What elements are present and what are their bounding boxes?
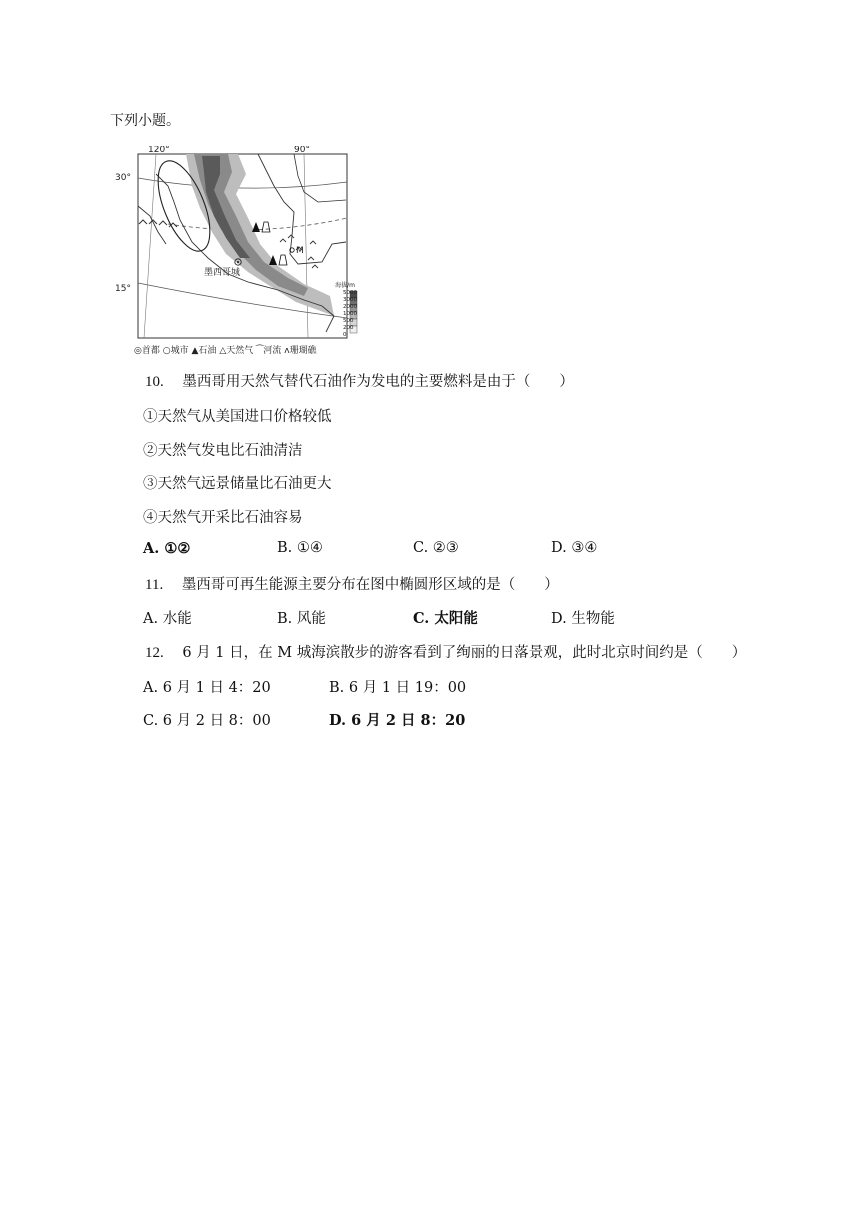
legend-coral: 珊瑚礁 (289, 346, 317, 356)
legend-city: 城市 (170, 346, 189, 356)
statement-1: ①天然气从美国进口价格较低 (143, 409, 332, 425)
elev-3000: 3000 (343, 297, 357, 303)
question-stem: 墨西哥用天然气替代石油作为发电的主要燃料是由于（ ） (182, 374, 574, 390)
map-legend (134, 343, 317, 356)
elev-1000: 1000 (343, 311, 357, 317)
mexico-map (108, 146, 358, 358)
option-10-a[interactable]: A. ①② (143, 540, 191, 557)
question-stem: 墨西哥可再生能源主要分布在图中椭圆形区域的是（ ） (181, 577, 559, 593)
lon-label-120: 120° (148, 146, 170, 155)
question-number: 11. (145, 577, 164, 593)
option-12-b[interactable]: B. 6 月 1 日 19：00 (329, 680, 467, 696)
gas-legend-icon: △ (219, 346, 227, 356)
elev-title: 海拔/m (335, 282, 355, 289)
elev-2000: 2000 (343, 304, 357, 310)
elev-0: 0 (343, 332, 347, 338)
legend-capital: 首都 (141, 346, 160, 356)
statement-2: ②天然气发电比石油清洁 (143, 443, 303, 459)
elevation-values (343, 290, 358, 339)
intro-text: 下列小题。 (110, 113, 180, 129)
lat-label-30: 30° (115, 173, 131, 183)
option-12-d[interactable]: D. 6 月 2 日 8：20 (329, 712, 466, 729)
city-legend-icon: ○ (162, 346, 171, 356)
option-12-a[interactable]: A. 6 月 1 日 4：20 (143, 680, 271, 696)
question-number: 10. (145, 374, 164, 390)
option-10-d[interactable]: D. ③④ (551, 540, 598, 556)
statement-4: ④天然气开采比石油容易 (143, 510, 303, 526)
lon-label-90: 90° (294, 146, 310, 155)
coral-legend-icon: ᴧ (284, 346, 290, 356)
legend-river: 河流 (263, 346, 282, 356)
oil-legend-icon: ▲ (191, 346, 199, 356)
m-label: M (296, 246, 304, 256)
city-label: 墨西哥城 (204, 268, 241, 278)
legend-oil: 石油 (198, 346, 217, 356)
elev-500: 500 (343, 318, 354, 324)
lat-label-15: 15° (115, 284, 131, 294)
option-11-c[interactable]: C. 太阳能 (413, 610, 478, 627)
question-stem: 6 月 1 日，在 M 城海滨散步的游客看到了绚丽的日落景观，此时北京时间约是（ ） (182, 645, 747, 661)
question-11 (145, 573, 559, 594)
river-legend-icon: ⁀ (256, 346, 264, 356)
option-10-c[interactable]: C. ②③ (413, 540, 459, 556)
elev-200: 200 (343, 325, 354, 331)
option-12-c[interactable]: C. 6 月 2 日 8：00 (143, 713, 271, 729)
capital-legend-icon: ◎ (134, 346, 142, 356)
option-11-b[interactable]: B. 风能 (277, 611, 326, 627)
question-10 (145, 370, 574, 391)
option-10-b[interactable]: B. ①④ (277, 540, 323, 556)
statement-3: ③天然气远景储量比石油更大 (143, 476, 332, 492)
option-11-d[interactable]: D. 生物能 (551, 611, 615, 627)
elev-5000: 5000 (343, 290, 357, 296)
question-number: 12. (145, 645, 164, 661)
legend-gas: 天然气 (226, 346, 254, 356)
option-11-a[interactable]: A. 水能 (143, 611, 192, 627)
question-12 (145, 641, 746, 662)
